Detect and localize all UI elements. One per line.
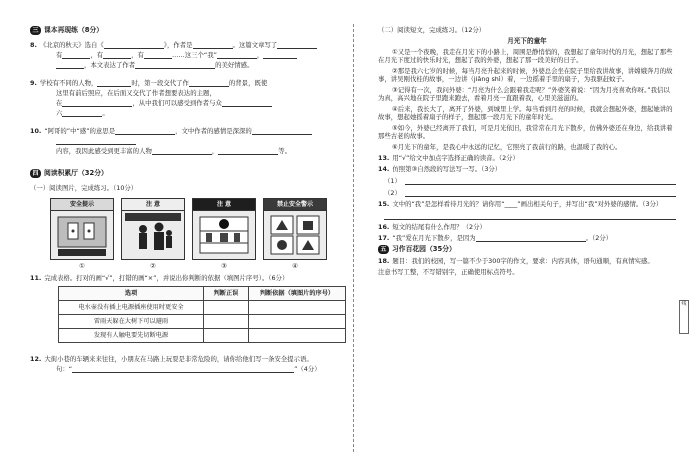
question-8-line-3: ，本文表达了作者 的美好情感。 (30, 61, 348, 69)
answer-blank[interactable] (263, 51, 297, 59)
answer-blank[interactable] (56, 61, 84, 69)
table-row (59, 329, 346, 343)
table-header-judge: 判断正误 (204, 287, 249, 301)
left-column (30, 26, 348, 454)
answer-blank[interactable] (135, 61, 215, 69)
question-10-line-1: 10. “阿哥的”中“感”的意思是 ，文中作者的感情是深深的 (30, 127, 348, 135)
answer-blank[interactable] (152, 147, 212, 155)
section-5-header (378, 245, 676, 254)
answer-line-3 (384, 211, 676, 220)
binding-mark: 线 (679, 300, 689, 334)
answer-blank[interactable] (384, 211, 676, 220)
answer-blank[interactable] (104, 41, 164, 49)
question-10-line-3: 内容，我因此感受到更丰富的人物 ， 等。 (56, 147, 292, 155)
question-9-line-4: 六 。 (56, 109, 109, 117)
section-4-badge: 四 (30, 169, 41, 178)
answer-blank[interactable] (144, 51, 172, 59)
answer-blank[interactable] (97, 79, 131, 87)
answer-blank[interactable] (62, 51, 90, 59)
section-3-title: 课本再现练（8分） (44, 26, 104, 35)
sign-header: 禁止安全警示 (263, 198, 327, 211)
question-10-line-2 (30, 137, 348, 145)
answer-blank[interactable] (277, 41, 317, 49)
passage-paragraph-3: ③记得有一次，我问外婆：“月亮为什么会跟着我走呢？”外婆笑着说：“因为月亮喜欢你呀。”我信以为真，高兴地在院子里跑来跑去，看着月亮一直跟着我，心里美滋滋的。 (378, 86, 670, 103)
answer-blank[interactable] (103, 51, 131, 59)
table-header-basis: 判断依据（填图片的序号） (249, 287, 346, 301)
sign-number: ① (79, 262, 85, 270)
question-8-line-2: 有 ，有 ，有 ……这三个“我” ， (30, 51, 348, 59)
answer-line-2: （2） (384, 188, 676, 197)
question-12-line-2: 句：“ ”（4分） (56, 365, 321, 373)
table-header-option: 选项 (59, 287, 204, 301)
question-16: 16. 短文的结尾有什么作用？（2分） (378, 223, 486, 232)
judgement-table (58, 286, 346, 343)
question-12-line-1: 12. 大街小巷的车辆来来往往，小朋友在马路上玩耍是非常危险的，请你给他们写一条安全提示语。 (30, 355, 313, 363)
table-cell-basis[interactable] (249, 301, 346, 315)
sign-image (121, 211, 185, 260)
question-9-line-1: 9. 学校有不同的人物， 时，第一段交代了作 的背景，既使 (30, 79, 268, 87)
table-cell-option: 雷雨天躲在大树下可以避雨 (59, 315, 204, 329)
answer-blank[interactable] (222, 99, 272, 107)
sign-image (50, 211, 114, 260)
question-14: 14. 仿照第③自然段的写法写一写。（3分） (378, 165, 502, 174)
safety-sign-2 (121, 198, 185, 270)
safety-grid-icon (267, 213, 323, 257)
safety-signs-row (30, 198, 348, 270)
sign-header: 注 意 (192, 198, 256, 211)
center-fold-line (353, 24, 354, 452)
passage-paragraph-2: ②那是我六七岁的时候，每当月亮升起来的时候，外婆总会坐在院子里给我讲故事，讲嫦娥奔月的故事，讲吴刚伐桂的故事，一边讲（jiǎng shì）着，一边摇着手里的扇子，为我驱赶蚊子。 (378, 67, 673, 84)
answer-blank[interactable] (62, 109, 102, 117)
table-cell-judge[interactable] (204, 329, 249, 343)
table-cell-basis[interactable] (249, 315, 346, 329)
table-cell-judge[interactable] (204, 315, 249, 329)
sign-number: ② (150, 262, 156, 270)
answer-blank[interactable] (476, 234, 586, 242)
table-cell-basis[interactable] (249, 329, 346, 343)
answer-blank[interactable] (189, 79, 229, 87)
right-column (378, 26, 676, 454)
question-13: 13. 用“√”给文中加点字选择正确的读音。（2分） (378, 154, 519, 163)
passage-paragraph-6: ⑥月光下的童年，是我心中永远的记忆，它照亮了我前行的路，也温暖了我的心。 (392, 143, 622, 152)
sign-image (192, 211, 256, 260)
question-9-line-2: 这里有前后照应，在后面又交代了作者想要表达的主题， (56, 89, 216, 97)
question-17: 17. “我”爱在月光下散步，是因为 。（2分） (378, 234, 613, 243)
answer-blank[interactable] (62, 99, 132, 107)
shelf-objects-icon (196, 213, 252, 257)
answer-line-1: （1） (384, 176, 676, 185)
passage-paragraph-4: ④后来，我长大了，离开了外婆，到城里上学。每当看到月亮的时候，我就会想起外婆，想起她讲的故事，想起她摇着扇子的样子，想起那一段月光下的童年时光。 (378, 105, 673, 122)
question-11: 11. 完成表格。打对的画“√”，打错的画“×”，并说出你判断的依据（填图片序号）。（6分） (30, 274, 289, 282)
safety-sign-1 (50, 198, 114, 270)
passage-paragraph-5: ⑤如今，外婆已经离开了我们，可是月光依旧，我常常在月光下散步，仿佛外婆还在身边，给我讲着那些古老的故事。 (378, 124, 673, 141)
answer-blank[interactable] (115, 127, 175, 135)
section-3-header (30, 26, 348, 35)
question-18: 18. 题目：我们的校园，写一篇不少于300字的作文，要求：内容具体，语句通顺，有真情实感。 (378, 257, 654, 266)
answer-blank[interactable] (405, 188, 676, 197)
section-3-badge: 三 (30, 26, 41, 35)
sign-header: 安全提示 (50, 198, 114, 211)
table-cell-option: 发现有人触电要先切断电源 (59, 329, 204, 343)
table-cell-judge[interactable] (204, 301, 249, 315)
section-5-badge: 五 (378, 245, 389, 254)
sign-number: ④ (292, 262, 298, 270)
table-cell-option: 电水壶没有插上电源插座使用时更安全 (59, 301, 204, 315)
table-row (59, 301, 346, 315)
answer-blank[interactable] (193, 41, 233, 49)
passage-title: 月光下的童年 (507, 37, 547, 45)
reading-part-2-heading: （二）阅读短文，完成练习。（12分） (378, 26, 486, 34)
section-4-title: 阅读积累厅（32分） (44, 169, 108, 178)
people-crowd-icon (125, 213, 181, 257)
answer-blank[interactable] (405, 176, 676, 185)
question-15: 15. 文中的“我”是怎样看待月光的？请你用“____”画出相关句子，并写出“我”对外婆的感情。（3分） (378, 200, 663, 209)
question-9-line-3: 在 ，从中我们可以感受到作者与众 (30, 99, 348, 107)
section-5-title: 习作百花园（35分） (392, 245, 456, 254)
question-18-note: 注意书写工整，不写错别字，正确使用标点符号。 (378, 268, 519, 277)
question-8-line-1: 8. 《北京的秋天》选自《 》，作者是 。这篇文章写了 (30, 41, 348, 49)
section-4-header (30, 169, 348, 178)
passage-paragraph-1: ①又是一个夜晚，我走在月光下的小路上，周围是静悄悄的，我想起了童年时代的月光，想起了那些在月光下度过的快乐时光，想起了我的外婆，想起了那一段美好的日子。 (378, 48, 673, 65)
answer-blank[interactable] (252, 127, 312, 135)
safety-sign-4 (263, 198, 327, 270)
reading-part-1-heading: （一）阅读图片，完成练习。（10分） (30, 184, 138, 192)
sign-number: ③ (221, 262, 227, 270)
sign-image (263, 211, 327, 260)
sign-header: 注 意 (121, 198, 185, 211)
safety-sign-3 (192, 198, 256, 270)
answer-blank[interactable] (56, 137, 136, 145)
table-row (59, 315, 346, 329)
answer-blank[interactable] (72, 365, 294, 373)
answer-blank[interactable] (217, 51, 257, 59)
answer-blank[interactable] (218, 147, 278, 155)
electric-outlet-icon (54, 213, 110, 257)
